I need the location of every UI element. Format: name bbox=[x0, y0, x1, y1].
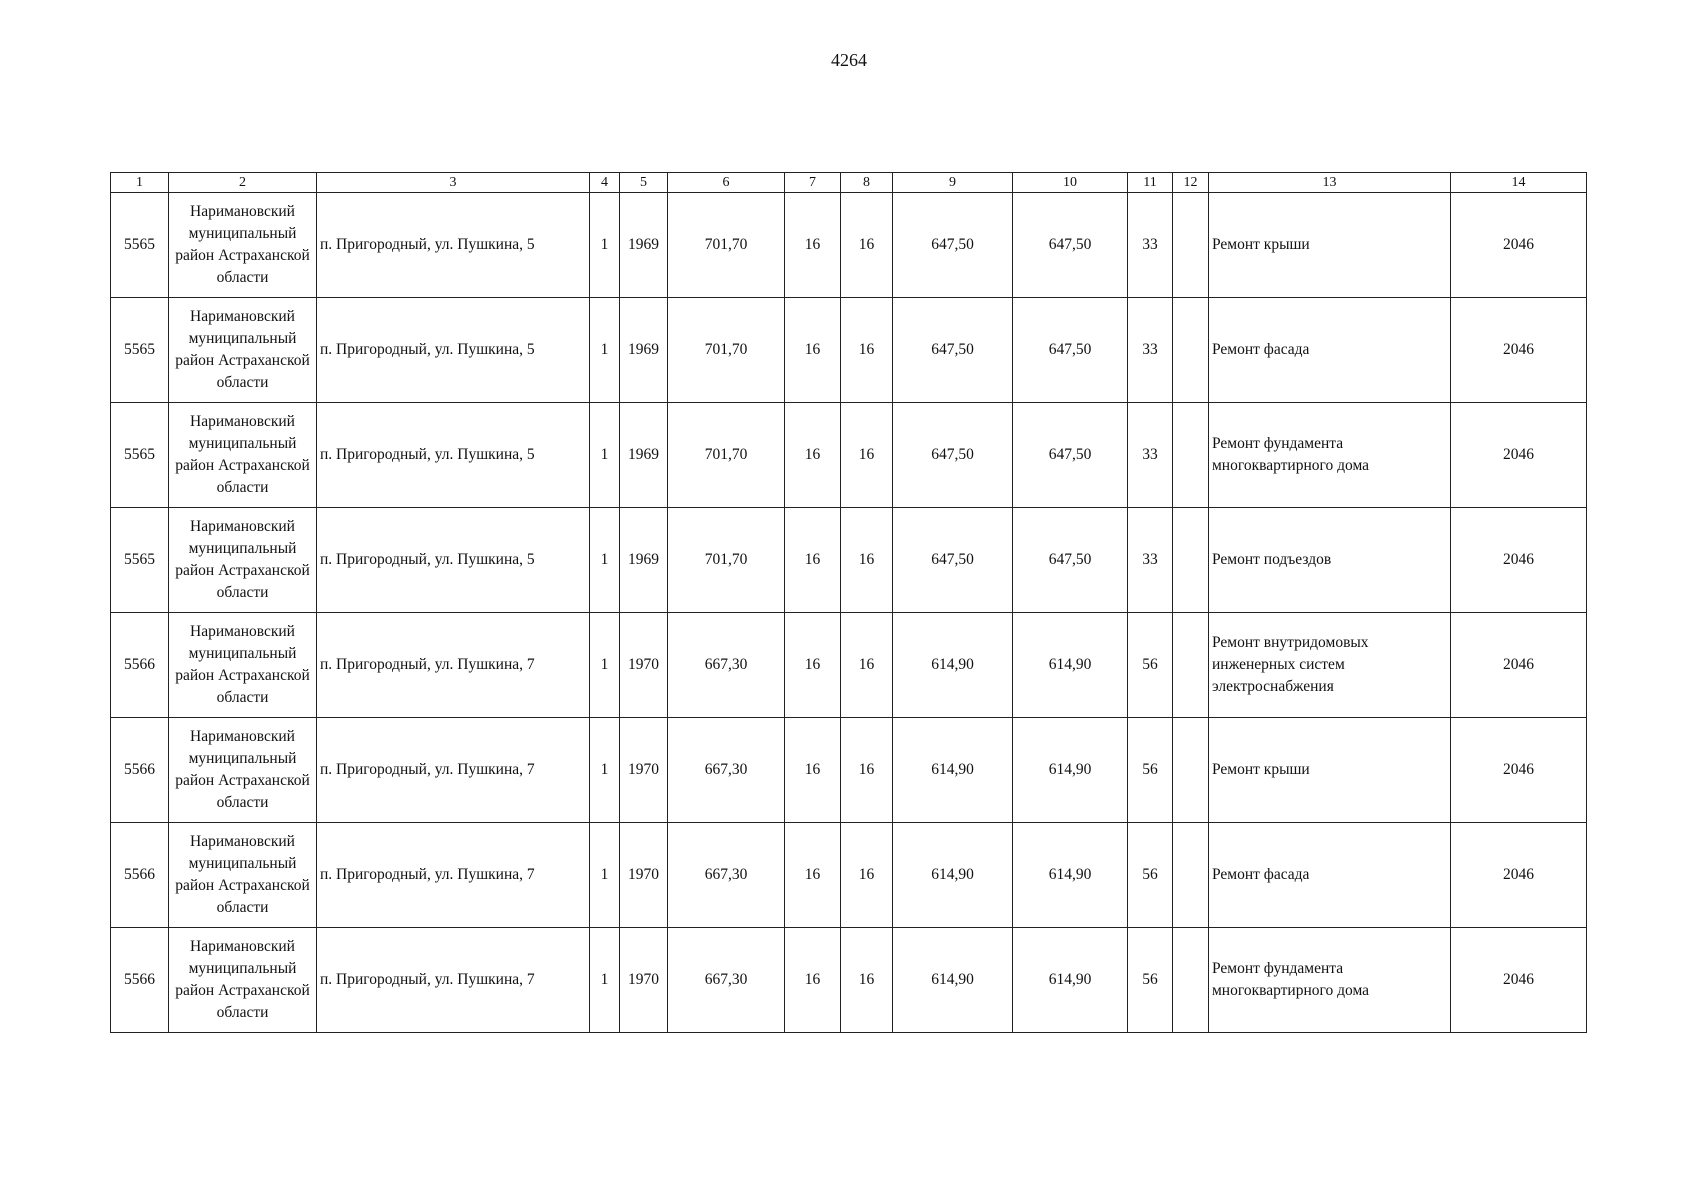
record-number-cell: 5566 bbox=[111, 613, 169, 718]
address-cell: п. Пригородный, ул. Пушкина, 7 bbox=[317, 718, 590, 823]
col7-cell: 16 bbox=[785, 613, 841, 718]
col8-cell: 16 bbox=[841, 508, 893, 613]
col10-cell: 647,50 bbox=[1013, 403, 1128, 508]
work-type-text: Ремонт фундамента многоквартирного дома bbox=[1212, 435, 1370, 474]
col12-cell bbox=[1173, 823, 1209, 928]
column-header: 12 bbox=[1173, 173, 1209, 193]
col10-cell: 614,90 bbox=[1013, 613, 1128, 718]
address-cell: п. Пригородный, ул. Пушкина, 5 bbox=[317, 193, 590, 298]
planned-year-cell: 2046 bbox=[1451, 508, 1587, 613]
col8-cell: 16 bbox=[841, 928, 893, 1033]
table-row bbox=[111, 193, 1587, 298]
work-type-cell bbox=[1209, 718, 1451, 823]
record-number-cell: 5565 bbox=[111, 298, 169, 403]
table-row bbox=[111, 298, 1587, 403]
address-cell: п. Пригородный, ул. Пушкина, 7 bbox=[317, 613, 590, 718]
col7-cell: 16 bbox=[785, 298, 841, 403]
col4-cell: 1 bbox=[590, 193, 620, 298]
year-cell: 1970 bbox=[620, 823, 668, 928]
year-cell: 1969 bbox=[620, 298, 668, 403]
col12-cell bbox=[1173, 193, 1209, 298]
municipality-cell bbox=[169, 193, 317, 298]
work-type-text: Ремонт внутридомовых инженерных систем электроснабжения bbox=[1212, 634, 1369, 695]
municipality-cell bbox=[169, 508, 317, 613]
col11-cell: 33 bbox=[1128, 193, 1173, 298]
col8-cell: 16 bbox=[841, 403, 893, 508]
col6-cell: 701,70 bbox=[668, 508, 785, 613]
col7-cell: 16 bbox=[785, 403, 841, 508]
col12-cell bbox=[1173, 298, 1209, 403]
planned-year-cell: 2046 bbox=[1451, 298, 1587, 403]
col7-cell: 16 bbox=[785, 718, 841, 823]
municipality-text: Наримановский муниципальный район Астраханской области bbox=[175, 728, 310, 811]
planned-year-cell: 2046 bbox=[1451, 718, 1587, 823]
record-number-cell: 5565 bbox=[111, 403, 169, 508]
planned-year-cell: 2046 bbox=[1451, 613, 1587, 718]
column-header: 3 bbox=[317, 173, 590, 193]
work-type-text: Ремонт подъездов bbox=[1212, 551, 1332, 568]
work-type-text: Ремонт фундамента многоквартирного дома bbox=[1212, 960, 1370, 999]
municipality-text: Наримановский муниципальный район Астраханской области bbox=[175, 413, 310, 496]
planned-year-cell: 2046 bbox=[1451, 193, 1587, 298]
col12-cell bbox=[1173, 508, 1209, 613]
col11-cell: 56 bbox=[1128, 823, 1173, 928]
planned-year-cell: 2046 bbox=[1451, 403, 1587, 508]
table-row bbox=[111, 613, 1587, 718]
column-header: 1 bbox=[111, 173, 169, 193]
record-number-cell: 5565 bbox=[111, 193, 169, 298]
table-header bbox=[111, 173, 1587, 193]
planned-year-cell: 2046 bbox=[1451, 823, 1587, 928]
column-header: 9 bbox=[893, 173, 1013, 193]
work-type-text: Ремонт фасада bbox=[1212, 866, 1310, 883]
record-number-cell: 5565 bbox=[111, 508, 169, 613]
col9-cell: 614,90 bbox=[893, 613, 1013, 718]
municipality-cell bbox=[169, 823, 317, 928]
col10-cell: 647,50 bbox=[1013, 193, 1128, 298]
col7-cell: 16 bbox=[785, 823, 841, 928]
col6-cell: 701,70 bbox=[668, 298, 785, 403]
col8-cell: 16 bbox=[841, 298, 893, 403]
column-header: 6 bbox=[668, 173, 785, 193]
municipality-text: Наримановский муниципальный район Астраханской области bbox=[175, 623, 310, 706]
col10-cell: 614,90 bbox=[1013, 928, 1128, 1033]
column-header: 10 bbox=[1013, 173, 1128, 193]
col12-cell bbox=[1173, 928, 1209, 1033]
col6-cell: 667,30 bbox=[668, 613, 785, 718]
municipality-cell bbox=[169, 403, 317, 508]
col8-cell: 16 bbox=[841, 718, 893, 823]
address-cell: п. Пригородный, ул. Пушкина, 5 bbox=[317, 403, 590, 508]
column-header: 4 bbox=[590, 173, 620, 193]
col11-cell: 56 bbox=[1128, 718, 1173, 823]
column-header: 2 bbox=[169, 173, 317, 193]
col9-cell: 614,90 bbox=[893, 718, 1013, 823]
col11-cell: 33 bbox=[1128, 508, 1173, 613]
year-cell: 1970 bbox=[620, 928, 668, 1033]
col4-cell: 1 bbox=[590, 613, 620, 718]
col4-cell: 1 bbox=[590, 823, 620, 928]
municipality-cell bbox=[169, 613, 317, 718]
work-type-cell bbox=[1209, 928, 1451, 1033]
housing-repair-table bbox=[110, 172, 1587, 1033]
col12-cell bbox=[1173, 403, 1209, 508]
col11-cell: 33 bbox=[1128, 298, 1173, 403]
table-row bbox=[111, 508, 1587, 613]
col8-cell: 16 bbox=[841, 823, 893, 928]
work-type-text: Ремонт крыши bbox=[1212, 236, 1310, 253]
work-type-text: Ремонт крыши bbox=[1212, 761, 1310, 778]
col9-cell: 614,90 bbox=[893, 928, 1013, 1033]
col6-cell: 667,30 bbox=[668, 928, 785, 1033]
record-number-cell: 5566 bbox=[111, 718, 169, 823]
municipality-text: Наримановский муниципальный район Астраханской области bbox=[175, 203, 310, 286]
year-cell: 1970 bbox=[620, 718, 668, 823]
col12-cell bbox=[1173, 718, 1209, 823]
work-type-cell bbox=[1209, 193, 1451, 298]
table-row bbox=[111, 928, 1587, 1033]
column-header: 13 bbox=[1209, 173, 1451, 193]
col9-cell: 647,50 bbox=[893, 298, 1013, 403]
col7-cell: 16 bbox=[785, 508, 841, 613]
col10-cell: 614,90 bbox=[1013, 823, 1128, 928]
col8-cell: 16 bbox=[841, 613, 893, 718]
table-row bbox=[111, 823, 1587, 928]
municipality-cell bbox=[169, 718, 317, 823]
col9-cell: 614,90 bbox=[893, 823, 1013, 928]
municipality-text: Наримановский муниципальный район Астраханской области bbox=[175, 938, 310, 1021]
work-type-cell bbox=[1209, 823, 1451, 928]
record-number-cell: 5566 bbox=[111, 928, 169, 1033]
municipality-text: Наримановский муниципальный район Астраханской области bbox=[175, 518, 310, 601]
planned-year-cell: 2046 bbox=[1451, 928, 1587, 1033]
column-header: 11 bbox=[1128, 173, 1173, 193]
col6-cell: 667,30 bbox=[668, 823, 785, 928]
col9-cell: 647,50 bbox=[893, 193, 1013, 298]
address-cell: п. Пригородный, ул. Пушкина, 7 bbox=[317, 928, 590, 1033]
col12-cell bbox=[1173, 613, 1209, 718]
address-cell: п. Пригородный, ул. Пушкина, 7 bbox=[317, 823, 590, 928]
municipality-cell bbox=[169, 298, 317, 403]
column-header: 7 bbox=[785, 173, 841, 193]
municipality-text: Наримановский муниципальный район Астраханской области bbox=[175, 308, 310, 391]
address-cell: п. Пригородный, ул. Пушкина, 5 bbox=[317, 298, 590, 403]
col10-cell: 647,50 bbox=[1013, 298, 1128, 403]
work-type-text: Ремонт фасада bbox=[1212, 341, 1310, 358]
work-type-cell bbox=[1209, 613, 1451, 718]
col4-cell: 1 bbox=[590, 928, 620, 1033]
col4-cell: 1 bbox=[590, 298, 620, 403]
page-number: 4264 bbox=[831, 50, 867, 70]
table-row bbox=[111, 718, 1587, 823]
column-header: 8 bbox=[841, 173, 893, 193]
column-header: 5 bbox=[620, 173, 668, 193]
work-type-cell bbox=[1209, 403, 1451, 508]
col9-cell: 647,50 bbox=[893, 508, 1013, 613]
year-cell: 1969 bbox=[620, 193, 668, 298]
year-cell: 1969 bbox=[620, 403, 668, 508]
col11-cell: 33 bbox=[1128, 403, 1173, 508]
col8-cell: 16 bbox=[841, 193, 893, 298]
table-body bbox=[111, 193, 1587, 1033]
table-row bbox=[111, 403, 1587, 508]
municipality-cell bbox=[169, 928, 317, 1033]
header-row bbox=[111, 173, 1587, 193]
column-header: 14 bbox=[1451, 173, 1587, 193]
col6-cell: 667,30 bbox=[668, 718, 785, 823]
col4-cell: 1 bbox=[590, 403, 620, 508]
col11-cell: 56 bbox=[1128, 928, 1173, 1033]
work-type-cell bbox=[1209, 298, 1451, 403]
year-cell: 1970 bbox=[620, 613, 668, 718]
col11-cell: 56 bbox=[1128, 613, 1173, 718]
col6-cell: 701,70 bbox=[668, 193, 785, 298]
col10-cell: 614,90 bbox=[1013, 718, 1128, 823]
col9-cell: 647,50 bbox=[893, 403, 1013, 508]
col7-cell: 16 bbox=[785, 928, 841, 1033]
municipality-text: Наримановский муниципальный район Астраханской области bbox=[175, 833, 310, 916]
address-cell: п. Пригородный, ул. Пушкина, 5 bbox=[317, 508, 590, 613]
year-cell: 1969 bbox=[620, 508, 668, 613]
record-number-cell: 5566 bbox=[111, 823, 169, 928]
col4-cell: 1 bbox=[590, 508, 620, 613]
col10-cell: 647,50 bbox=[1013, 508, 1128, 613]
col6-cell: 701,70 bbox=[668, 403, 785, 508]
col7-cell: 16 bbox=[785, 193, 841, 298]
work-type-cell bbox=[1209, 508, 1451, 613]
col4-cell: 1 bbox=[590, 718, 620, 823]
